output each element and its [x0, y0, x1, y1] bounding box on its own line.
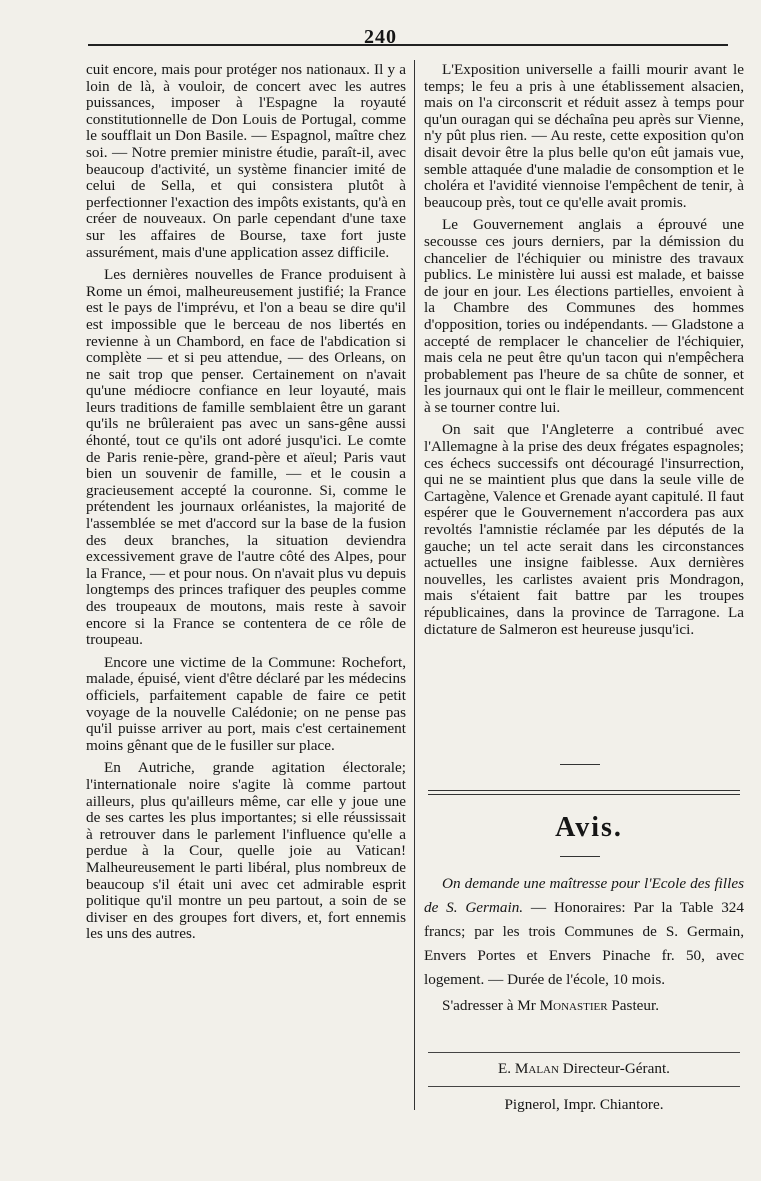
page-number: 240	[364, 26, 397, 48]
header-rule	[88, 44, 728, 46]
right-column	[424, 62, 744, 644]
section-separator	[560, 764, 600, 765]
manager-name: E. Malan	[498, 1060, 559, 1077]
address-prefix: S'adresser à Mr	[442, 997, 540, 1014]
footer-rule-top	[428, 1052, 740, 1053]
address-name: Monastier	[539, 997, 608, 1014]
avis-title-underline	[560, 856, 600, 857]
avis-title: Avis.	[555, 812, 623, 843]
footer-printer: Pignerol, Impr. Chiantore.	[504, 1096, 664, 1113]
paragraph: Encore une victime de la Commune: Rochefort, malade, épuisé, vient d'être déclaré par les médecins officiels, parfaitement capable de faire ce petit voyage de la nouvelle Calédonie; on ne pense pas qu'il puisse arriver au port, mais c'est certainement moins gênant que de le fusiller sur place.	[86, 653, 406, 754]
address-suffix: Pasteur.	[607, 997, 660, 1014]
footer-rule-bottom	[428, 1086, 740, 1087]
double-rule	[428, 790, 740, 795]
avis-text	[424, 872, 744, 992]
paragraph: cuit encore, mais pour protéger nos nationaux. Il y a loin de là, à vouloir, de concert avec les autres puissances, imposer à l'Espagne la royauté constitutionnelle de Don Louis de Portugal, comme le soufflait un Don Basile. — Espagnol, maître chez soi. — Notre premier ministre étudie, paraît-il, avec beaucoup d'activité, un système financier imité de celui de Sella, et qui consistera plutôt à perfectionner l'exaction des impôts existants, qu'à en créer de nouveaux. On parle cependant d'une taxe sur les affaires de Bourse, taxe fort juste assurément, mais d'une application assez difficile.	[86, 61, 406, 261]
paragraph: En Autriche, grande agitation électorale; l'internationale noire s'agite là comme partout ailleurs, plus qu'ailleurs même, car elle y joue une de ses cartes les plus importantes; si elle réussissait à retrouver dans le parlement l'influence qu'elle a perdue à la Cour, quelle joie au Vatican! Malheureusement le parti libéral, plus nombreux de beaucoup s'il était uni avec cet admirable esprit politique qu'il montre un peu partout, a soin de se diviser en des groupes fort divers, et, fort ennemis les uns des autres.	[86, 759, 406, 943]
avis-italic-text: On demande une maîtresse pour l'Ecole des filles de S. Germain.	[424, 875, 744, 916]
left-column	[86, 62, 406, 949]
avis-details: — Honoraires: Par la Table 324 francs; par les trois Communes de S. Germain, Envers Portes et Envers Pinache fr. 50, avec logement. — Durée de l'école, 10 mois.	[424, 899, 744, 988]
paragraph: L'Exposition universelle a failli mourir avant le temps; le feu a pris à une établissement alsacien, mais on l'a circonscrit et réduit assez à temps pour qu'un ouragan qui se déchaîna peu après sur Vienne, n'y pût plus rien. — Au reste, cette exposition qu'on disait devoir être la plus belle qu'on eût jamais vue, semble attaquée d'une maladie de consomption et le choléra et l'avidité viennoise l'empêchent de tenir, à beaucoup près, tout ce qu'elle avait promis.	[424, 61, 744, 211]
footer-manager	[424, 1060, 744, 1078]
paragraph: Le Gouvernement anglais a éprouvé une secousse ces jours derniers, par la démission du chancelier de l'échiquier ou ministre des travaux publics. Le ministère lui aussi est malade, et baisse de jour en jour. Les élections partielles, envoient à la Chambre des Communes des hommes d'opposition, tories ou indépendants. — Gladstone a accepté de remplacer le chancelier de l'échiquier, mais cela ne peut être qu'un tacon qui n'empêchera probablement pas l'heure de sa chûte de sonner, et les journaux qui ont le flair le meilleur, commencent à se tourner contre lui.	[424, 216, 744, 416]
column-divider	[414, 60, 415, 1110]
manager-title: Directeur-Gérant.	[558, 1060, 670, 1077]
paragraph: Les dernières nouvelles de France produisent à Rome un émoi, malheureusement justifié; la France est le pays de l'imprévu, et l'on a beau se dire qu'il est impossible que le berceau de nos libertés en revienne à un Chambord, en face de l'abdication si complète — et si peu attendue, — des Orleans, on ne sait trop que penser. Certainement on n'avait qu'une médiocre confiance en leur loyauté, mais leurs traditions de famille semblaient être un garant qu'ils ne brûleraient pas avec un sans-gêne aussi éhonté, tout ce qu'ils ont adoré jusqu'ici. Le comte de Paris renie-père, grand-père et aïeul; Paris vaut bien un souvenir de famille, — et le cousin a gracieusement accepté la couronne. Si, comme le prétendent les journaux orléanistes, la majorité de l'assemblée se met d'accord sur la base de la fusion des deux branches, la situation deviendra excessivement grave de l'autre côté des Alpes, pour la France, — et pour nous. On n'avait plus vu depuis longtemps des princes trafiquer des peuples comme des troupeaux de moutons, mais reste à savoir encore si la France se contentera de ce rôle de troupeau.	[86, 266, 406, 649]
avis-address	[424, 994, 744, 1018]
paragraph: On sait que l'Angleterre a contribué avec l'Allemagne à la prise des deux frégates espagnoles; ces échecs successifs ont découragé l'insurrection, qui ne se maintient plus que dans la seule ville de Cartagène, Valence et Grenade ayant capitulé. Il faut espérer que le Gouvernement n'accordera pas aux revoltés l'amnistie réclamée par les députés de la gauche; un tel acte serait dans les circonstances actuelles une insigne faiblesse. Aux dernières nouvelles, les carlistes avaient pris Mondragon, mais s'étaient fait battre par les troupes républicaines, dans la province de Tarragone. La dictature de Salmeron est heureuse jusqu'ici.	[424, 421, 744, 638]
avis-body	[424, 872, 744, 1018]
